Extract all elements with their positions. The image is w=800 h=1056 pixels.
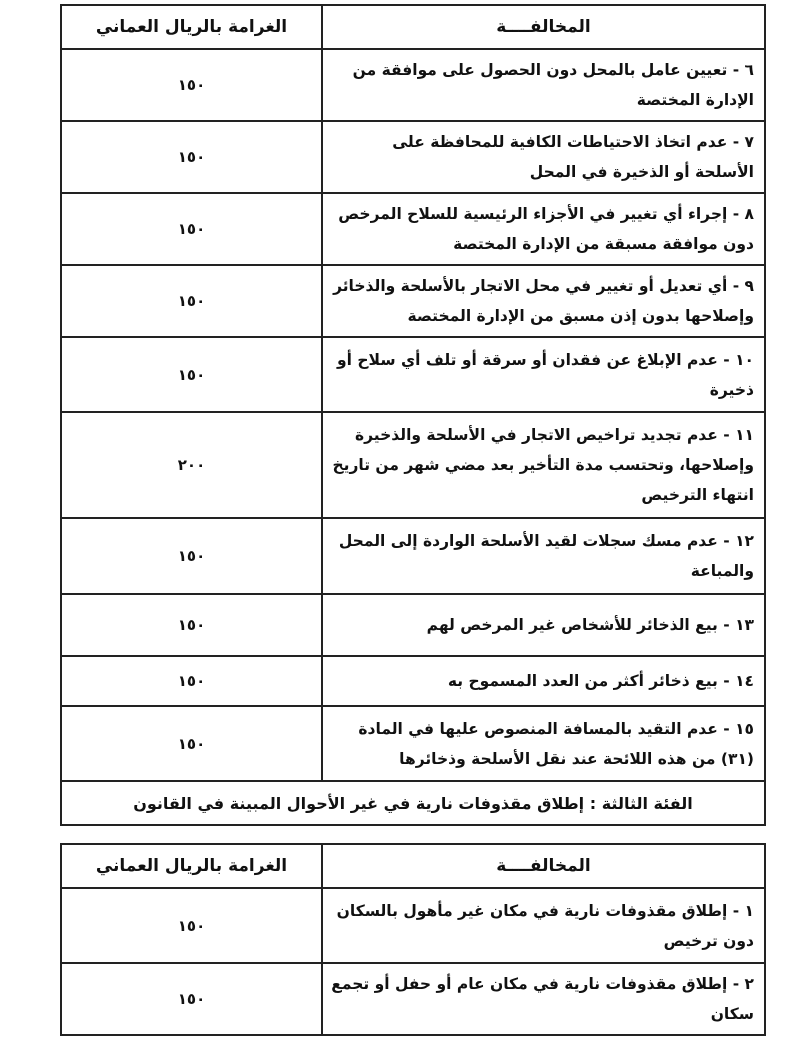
- violation-cell: ١١ - عدم تجديد تراخيص الاتجار في الأسلحة والذخيرة وإصلاحها، وتحتسب مدة التأخير بعد مضي شهر من تاريخ انتهاء الترخيص: [322, 412, 765, 518]
- violation-cell: ١٤ - بيع ذخائر أكثر من العدد المسموح به: [322, 656, 765, 706]
- fine-cell: ١٥٠: [61, 193, 322, 265]
- fine-cell: ١٥٠: [61, 963, 322, 1035]
- table-row: [61, 265, 765, 337]
- table-row: [61, 412, 765, 518]
- table-row: [61, 193, 765, 265]
- fines-table: [60, 4, 766, 826]
- fine-cell: ١٥٠: [61, 888, 322, 963]
- violation-cell: ١ - إطلاق مقذوفات نارية في مكان غير مأهول بالسكان دون ترخيص: [322, 888, 765, 963]
- violation-cell: ١٣ - بيع الذخائر للأشخاص غير المرخص لهم: [322, 594, 765, 656]
- table-row: [61, 49, 765, 121]
- fine-cell: ١٥٠: [61, 706, 322, 781]
- fine-cell: ١٥٠: [61, 337, 322, 412]
- table-row: [61, 656, 765, 706]
- table-row: [61, 121, 765, 193]
- fine-cell: ١٥٠: [61, 656, 322, 706]
- fine-cell: ١٥٠: [61, 518, 322, 594]
- table-header-row: [61, 5, 765, 49]
- fine-cell: ١٥٠: [61, 265, 322, 337]
- table-row: [61, 594, 765, 656]
- category-row: [61, 781, 765, 825]
- table-row: [61, 518, 765, 594]
- category-title: الفئة الثالثة : إطلاق مقذوفات نارية في غير الأحوال المبينة في القانون: [61, 781, 765, 825]
- fine-cell: ١٥٠: [61, 594, 322, 656]
- fine-cell: ٢٠٠: [61, 412, 322, 518]
- fine-cell: ١٥٠: [61, 121, 322, 193]
- violation-cell: ٦ - تعيين عامل بالمحل دون الحصول على موافقة من الإدارة المختصة: [322, 49, 765, 121]
- table-row: [61, 888, 765, 963]
- violation-column-header: المخالفــــة: [322, 5, 765, 49]
- table-row: [61, 337, 765, 412]
- fine-cell: ١٥٠: [61, 49, 322, 121]
- fine-column-header: الغرامة بالريال العماني: [61, 5, 322, 49]
- violation-column-header: المخالفــــة: [322, 844, 765, 888]
- fines-table-category-3: [60, 843, 766, 1036]
- violation-cell: ٨ - إجراء أي تغيير في الأجزاء الرئيسية للسلاح المرخص دون موافقة مسبقة من الإدارة المختصة: [322, 193, 765, 265]
- table-row: [61, 963, 765, 1035]
- table-row: [61, 706, 765, 781]
- violation-cell: ١٢ - عدم مسك سجلات لقيد الأسلحة الواردة إلى المحل والمباعة: [322, 518, 765, 594]
- violation-cell: ٧ - عدم اتخاذ الاحتياطات الكافية للمحافظة على الأسلحة أو الذخيرة في المحل: [322, 121, 765, 193]
- table-header-row: [61, 844, 765, 888]
- violation-cell: ٢ - إطلاق مقذوفات نارية في مكان عام أو حفل أو تجمع سكان: [322, 963, 765, 1035]
- violation-cell: ٩ - أي تعديل أو تغيير في محل الاتجار بالأسلحة والذخائر وإصلاحها بدون إذن مسبق من الإدارة المختصة: [322, 265, 765, 337]
- violation-cell: ١٥ - عدم التقيد بالمسافة المنصوص عليها في المادة (٣١) من هذه اللائحة عند نقل الأسلحة وذخائرها: [322, 706, 765, 781]
- violation-cell: ١٠ - عدم الإبلاغ عن فقدان أو سرقة أو تلف أي سلاح أو ذخيرة: [322, 337, 765, 412]
- fine-column-header: الغرامة بالريال العماني: [61, 844, 322, 888]
